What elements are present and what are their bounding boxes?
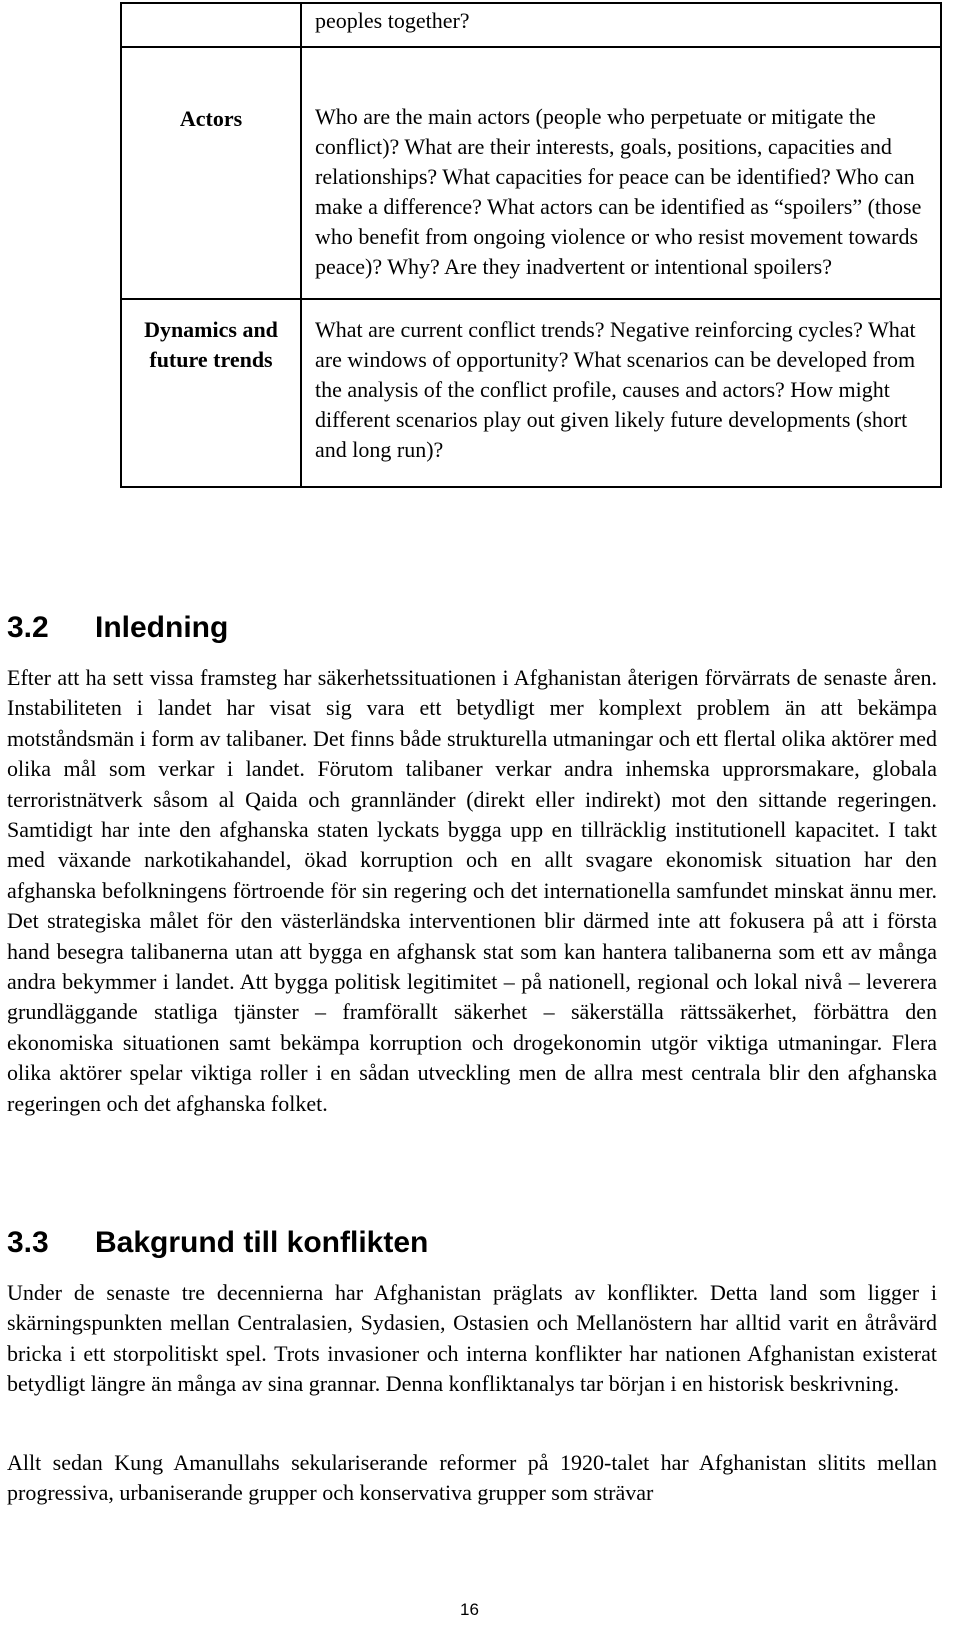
section-heading	[7, 1225, 428, 1261]
page-number: 16	[460, 1600, 479, 1619]
body-paragraph: Allt sedan Kung Amanullahs sekulariserande reformer på 1920-talet har Afghanistan slitits mellan progressiva, urbaniserande grupper och konservativa grupper som strävar	[7, 1450, 937, 1506]
section-heading	[7, 610, 228, 646]
row-label: Dynamics and future trends	[121, 299, 301, 487]
section-title: Bakgrund till konflikten	[95, 1226, 429, 1259]
row-content: Who are the main actors (people who perpetuate or mitigate the conflict)? What are their interests, goals, positions, capacities and relationships? What capacities for peace can be identified? Who can make a difference? What actors can be identified as “spoilers” (those who benefit from ongoing violence or who resist movement towards peace)? Why? Are they inadvertent or intentional spoilers?	[301, 47, 941, 299]
table-row	[121, 299, 941, 487]
row-content: peoples together?	[301, 3, 941, 47]
row-label: Actors	[121, 47, 301, 299]
table-row	[121, 3, 941, 47]
section-title: Inledning	[95, 611, 229, 644]
section-number: 3.2	[7, 611, 49, 644]
body-paragraph: Efter att ha sett vissa framsteg har säkerhetssituationen i Afghanistan återigen förvärrats de senaste åren. Instabiliteten i landet har visat sig vara ett betydligt mer komplext problem än att bekämpa motståndsmän i form av talibaner. Det finns både strukturella utmaningar och ett flertal olika aktörer med olika mål som verkar i landet. Förutom talibaner verkar andra inhemska upprorsmakare, globala terroristnätverk såsom al Qaida och grannländer (direkt eller indirekt) mot den sittande regeringen. Samtidigt har inte den afghanska staten lyckats bygga upp en tillräcklig institutionell kapacitet. I takt med växande narkotikahandel, ökad korruption och en allt svagare ekonomisk situation har den afghanska befolkningens förtroende för sin regering och det internationella samfundet minskat ännu mer. Det strategiska målet för den västerländska interventionen blir därmed inte att fokusera på att i första hand besegra talibanerna utan att bygga en afghansk stat som kan hantera talibanerna som ett av många andra bekymmer i landet. Att bygga politisk legitimitet – på nationell, regional och lokal nivå – leverera grundläggande statliga tjänster – framförallt säkerhet – säkerställa rättssäkerhet, förbättra den ekonomiska situationen samt bekämpa korruption och drogekonomin utgör viktiga utmaningar. Flera olika aktörer spelar viktiga roller i en sådan utveckling men de allra mest centrala blir den afghanska regeringen och det afghanska folket.	[7, 665, 937, 1116]
body-paragraph: Under de senaste tre decennierna har Afghanistan präglats av konflikter. Detta land som ligger i skärningspunkten mellan Centralasien, Sydasien, Ostasien och Mellanöstern har alltid varit en åtråvärd bricka i ett storpolitiskt spel. Trots invasioner och interna konflikter har nationen Afghanistan existerat betydligt längre än många av sina grannar. Denna konfliktanalys tar början i en historisk beskrivning.	[7, 1280, 937, 1397]
conflict-analysis-table	[120, 2, 942, 488]
row-label	[121, 3, 301, 47]
table-row	[121, 47, 941, 299]
section-number: 3.3	[7, 1226, 49, 1259]
row-content: What are current conflict trends? Negative reinforcing cycles? What are windows of opportunity? What scenarios can be developed from the analysis of the conflict profile, causes and actors? How might different scenarios play out given likely future developments (short and long run)?	[301, 299, 941, 487]
